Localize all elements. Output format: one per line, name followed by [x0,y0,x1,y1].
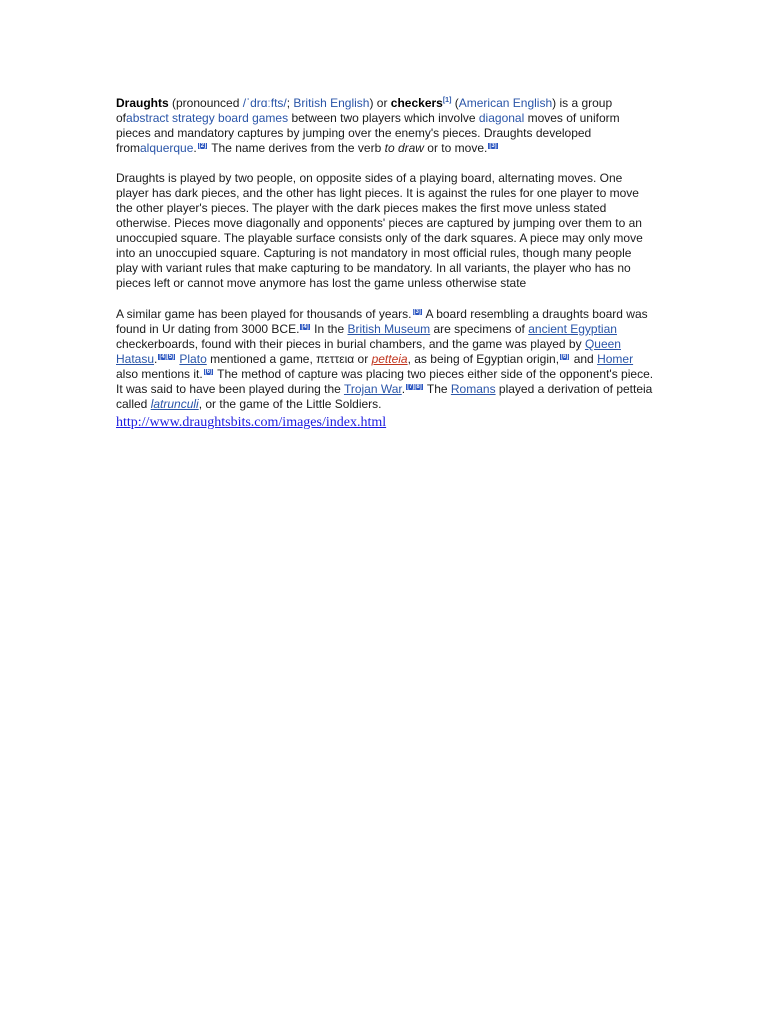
reference-3[interactable]: [3] [489,143,497,149]
abstract-strategy-link[interactable]: abstract strategy board games [126,111,289,125]
paragraph-intro [116,93,656,156]
paragraph-rules: Draughts is played by two people, on opposite sides of a playing board, alternating moves. One player has dark pieces, and the other has light pieces. It is against the rules for one player to move the other player's pieces. The player with the dark pieces makes the first move unless stated otherwise. Pieces move diagonally and opponents' pieces are captured by jumping over them to an unoccupied square. The playable surface consists only of the dark squares. A piece may only move into an unoccupied square. Capturing is not mandatory in most official rules, though many people play with variant rules that make capturing to be mandatory. In all variants, the player who has no pieces left or cannot move anymore has lost the game unless otherwise state [116,171,643,290]
text-span: , or the game of the Little Soldiers. [198,397,382,411]
reference-history-3[interactable]: [4][5] [159,354,175,360]
text-span: checkerboards, found with their pieces in burial chambers, and the game was played by [116,337,585,351]
pronunciation-link[interactable]: /ˈdrɑːfts/ [242,96,287,110]
trojan-war-link[interactable]: Trojan War [343,382,402,396]
reference-history-4[interactable]: [6] [561,354,569,360]
text-span: The method of capture was placing two pieces either side of the opponent's piece. It was said to have been played during the [116,367,654,396]
queen-hatasu-link[interactable]: Queen Hatasu [116,337,621,366]
text-span: . [401,382,406,396]
latrunculi-link[interactable]: latrunculi [150,397,199,411]
homer-link[interactable]: Homer [597,352,634,366]
article-body [116,93,656,431]
text-span: moves of uniform pieces and mandatory captures by jumping over the enemy's pieces. Draughts developed from [116,111,620,155]
plato-link[interactable]: Plato [179,352,207,366]
american-english-link[interactable]: American English [458,96,553,110]
term-draughts: Draughts [116,96,169,110]
text-span: ) is a group of [116,96,613,125]
text-span: are specimens of [430,322,529,336]
text-span: and [570,352,598,366]
draughtsbits-url-link[interactable]: http://www.draughtsbits.com/images/index.html [116,415,387,430]
text-span: The name derives from the verb [208,141,385,155]
text-span: ) or [369,96,391,110]
british-museum-link[interactable]: British Museum [347,322,431,336]
reference-2[interactable]: [2] [198,143,207,149]
alquerque-link[interactable]: alquerque [140,141,194,155]
text-span: also mentions it. [116,367,203,381]
text-span: In the [310,322,348,336]
text-span: between two players which involve [288,111,479,125]
text-span: . [154,352,158,366]
text-span: The [423,382,451,396]
text-span: A similar game has been played for thousands of years. [116,307,412,321]
text-span: (pronounced [168,96,243,110]
to-draw-italic: to draw [384,141,424,155]
reference-history-6[interactable]: [7][8] [407,384,422,390]
text-span: mentioned a game, πεττεια or [206,352,372,366]
text-span: played a derivation of petteia called [116,382,653,411]
reference-history-1[interactable]: [3] [413,309,421,315]
paragraph-history [116,307,656,412]
text-span: or to move. [423,141,488,155]
text-span: ; [286,96,294,110]
petteia-link[interactable]: petteia [371,352,408,366]
reference-1[interactable]: [1] [442,97,452,104]
text-span: , as being of Egyptian origin, [407,352,560,366]
text-span: . [193,141,197,155]
reference-history-2[interactable]: [4] [301,324,309,330]
romans-link[interactable]: Romans [450,382,496,396]
term-checkers: checkers [390,96,443,110]
diagonal-link[interactable]: diagonal [478,111,525,125]
text-span: ( [451,96,459,110]
british-english-link[interactable]: British English [293,96,370,110]
reference-history-5[interactable]: [6] [204,369,213,375]
text-span: A board resembling a draughts board was found in Ur dating from 3000 BCE. [116,307,648,336]
ancient-egyptian-link[interactable]: ancient Egyptian [528,322,617,336]
